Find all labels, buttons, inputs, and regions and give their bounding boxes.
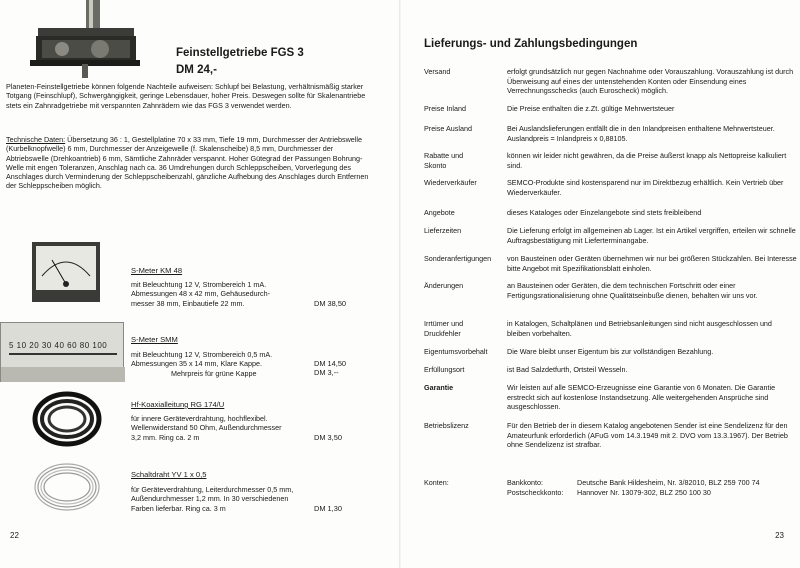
hookup-wire-photo	[30, 458, 104, 516]
coax-cable-photo	[30, 388, 104, 450]
text-angebote: dieses Kataloges oder Einzelangebote sind stets freibleibend	[507, 208, 702, 217]
label-wiederverkaeufer: Wiederverkäufer	[424, 178, 477, 187]
text-sonderanfertigungen: von Bausteinen oder Geräten übernehmen wir nur bei größeren Stückzahlen. Bei Interesse bitte Angebot mit Spezifikationsblatt einholen.	[507, 254, 797, 273]
text-rabatte: können wir leider nicht gewähren, da die Preise äußerst knapp als Nettopreise kalkuliert sind.	[507, 151, 787, 170]
text-preise-inland: Die Preise enthalten die z.Zt. gültige Mehrwertsteuer	[507, 104, 675, 113]
page-fold	[399, 0, 401, 568]
postscheck-value: Hannover Nr. 13079-302, BLZ 250 100 30	[577, 487, 711, 497]
label-aenderungen: Änderungen	[424, 281, 464, 290]
label-konten: Konten:	[424, 478, 449, 487]
text-wiederverkaeufer: SEMCO-Produkte sind kostensparend nur im Direktbezug erhältlich. Kein Vertrieb über Wiederverkäufer.	[507, 178, 784, 197]
konten-block	[507, 478, 760, 497]
product-desc-smm: mit Beleuchtung 12 V, Strombereich 0,5 mA. Abmessungen 35 x 14 mm, Klare Kappe. Mehrpreis für grüne Kappe	[131, 350, 273, 378]
text-irrtuemer: in Katalogen, Schaltplänen und Betriebsanleitungen sind nicht ausgeschlossen und bleiben vorbehalten.	[507, 319, 772, 338]
terms-heading: Lieferungs- und Zahlungsbedingungen	[424, 38, 638, 50]
label-angebote: Angebote	[424, 208, 455, 217]
text-preise-ausland: Bei Auslandslieferungen entfällt die in den Inlandpreisen enthaltene Mehrwertsteuer. Auslandpreis = Inlandpreis x 0,88105.	[507, 124, 775, 143]
text-lieferzeiten: Die Lieferung erfolgt im allgemeinen ab Lager. Ist ein Artikel vergriffen, erteilen wir schnelle Auftragsbestätigung mit Lieferterminangabe.	[507, 226, 796, 245]
label-betriebslizenz: Betriebslizenz	[424, 421, 469, 430]
s-meter-smm-photo	[0, 322, 124, 382]
text-aenderungen: an Bausteinen oder Geräten, die dem technischen Fortschritt oder einer Fertigungsrationalisierung ohne Qualitätseinbuße dienen, behalten wir uns vor.	[507, 281, 758, 300]
label-preise-ausland: Preise Ausland	[424, 124, 472, 133]
bankkonto-label: Bankkonto:	[507, 478, 543, 487]
product-title: Feinstellgetriebe FGS 3	[176, 47, 304, 59]
label-irrtuemer: Irrtümer und Druckfehler	[424, 319, 464, 338]
label-rabatte: Rabatte und Skonto	[424, 151, 464, 170]
price-smm: DM 14,50	[314, 359, 347, 368]
product-desc-km48: mit Beleuchtung 12 V, Strombereich 1 mA. Abmessungen 48 x 42 mm, Gehäusedurch- messer 38 mm, Einbautiefe 22 mm.	[131, 280, 271, 308]
page-number-left: 22	[10, 531, 19, 540]
product-price: DM 24,-	[176, 64, 217, 76]
product-desc-coax: für innere Geräteverdrahtung, hochflexibel. Wellenwiderstand 50 Ohm, Außendurchmesser 3,2 mm. Ring ca. 2 m	[131, 414, 282, 442]
text-eigentumsvorbehalt: Die Ware bleibt unser Eigentum bis zur vollständigen Bezahlung.	[507, 347, 714, 356]
text-betriebslizenz: Für den Betrieb der in diesem Katalog angebotenen Sender ist eine Sendelizenz für den Amateurfunk erforderlich (AFuG vom 14.3.1949 mit 2. DVO vom 13.3.1967). Der Betrieb ohne Sendelizenz ist strafbar.	[507, 421, 788, 449]
left-page	[0, 0, 398, 568]
product-name-coax: Hf-Koaxialleitung RG 174/U	[131, 400, 225, 409]
tech-text: Übersetzung 36 : 1, Gestellplatine 70 x 33 mm, Tiefe 19 mm, Durchmesser der Antriebswelle (Kurbelknopfwelle) 6 mm, Durchmesser der Anzeigewelle (f. Skalenscheibe) 8,5 mm, Durchmesser der Abtriebswelle (Drehkoantrieb) 6 mm, Sämtliche Zahnräder verspannt. Hoher Gütegrad der Passungen Bohrung-Welle mit engen Toleranzen, Anschlag nach ca. 36 Umdrehungen durch Schleppscheiben, Vorverlegung des Anschlages durch Verminderung der Schleppscheibenzahl, gänzliche Aufhebung des Anschlages durch Entfernen der Schleppscheiben möglich.	[6, 135, 369, 191]
product-name-km48: S-Meter KM 48	[131, 266, 183, 275]
label-sonderanfertigungen: Sonderanfertigungen	[424, 254, 492, 263]
meter-scale-text: 5 10 20 30 40 60 80 100	[9, 341, 108, 350]
price-smm-green-cap: DM 3,--	[314, 368, 339, 377]
text-versand: erfolgt grundsätzlich nur gegen Nachnahme oder Vorauszahlung. Vorauszahlung ist durch Überweisung auf eines der untenstehenden Konten oder Einsendung eines Verrechnungsschecks (auch Euroscheck) möglich.	[507, 67, 794, 95]
label-garantie: Garantie	[424, 383, 454, 392]
label-preise-inland: Preise Inland	[424, 104, 466, 113]
right-page	[402, 0, 800, 568]
label-erfuellungsort: Erfüllungsort	[424, 365, 465, 374]
intro-text: Planeten-Feinstellgetriebe können folgende Nachteile aufweisen: Schlupf bei Belastung, verhältnismäßig starker Totgang (Feinschlupf), Schwergängigkeit, geringe Lebensdauer, hoher Preis. Deswegen sollte für Skalenantriebe stets ein Zahnradgetriebe mit verspannten Zahnrädern wie das FGS 3 verwendet werden.	[6, 82, 366, 110]
price-km48: DM 38,50	[314, 299, 347, 308]
postscheck-label: Postscheckkonto:	[507, 487, 564, 497]
label-eigentumsvorbehalt: Eigentumsvorbehalt	[424, 347, 488, 356]
product-name-smm: S-Meter SMM	[131, 335, 178, 344]
label-versand: Versand	[424, 67, 451, 76]
bankkonto-value: Deutsche Bank Hildesheim, Nr. 3/82010, BLZ 259 700 74	[577, 478, 760, 487]
s-meter-km48-photo	[30, 240, 102, 304]
gear-drive-photo	[30, 0, 140, 78]
tech-data	[6, 135, 376, 191]
label-lieferzeiten: Lieferzeiten	[424, 226, 462, 235]
tech-heading: Technische Daten:	[6, 135, 66, 144]
price-coax: DM 3,50	[314, 433, 342, 442]
product-name-wire: Schaltdraht YV 1 x 0,5	[131, 470, 207, 479]
price-wire: DM 1,30	[314, 504, 342, 513]
product-desc-wire: für Geräteverdrahtung, Leiterdurchmesser 0,5 mm, Außendurchmesser 1,2 mm. In 30 verschiedenen Farben lieferbar. Ring ca. 3 m	[131, 485, 294, 513]
page-number-right: 23	[775, 531, 784, 540]
text-garantie: Wir leisten auf alle SEMCO-Erzeugnisse eine Garantie von 6 Monaten. Die Garantie erstreckt sich auf kostenlose Instandsetzung. Alle weitergehenden Ansprüche sind ausgeschlossen.	[507, 383, 776, 411]
text-erfuellungsort: ist Bad Salzdetfurth, Ortsteil Wesseln.	[507, 365, 628, 374]
